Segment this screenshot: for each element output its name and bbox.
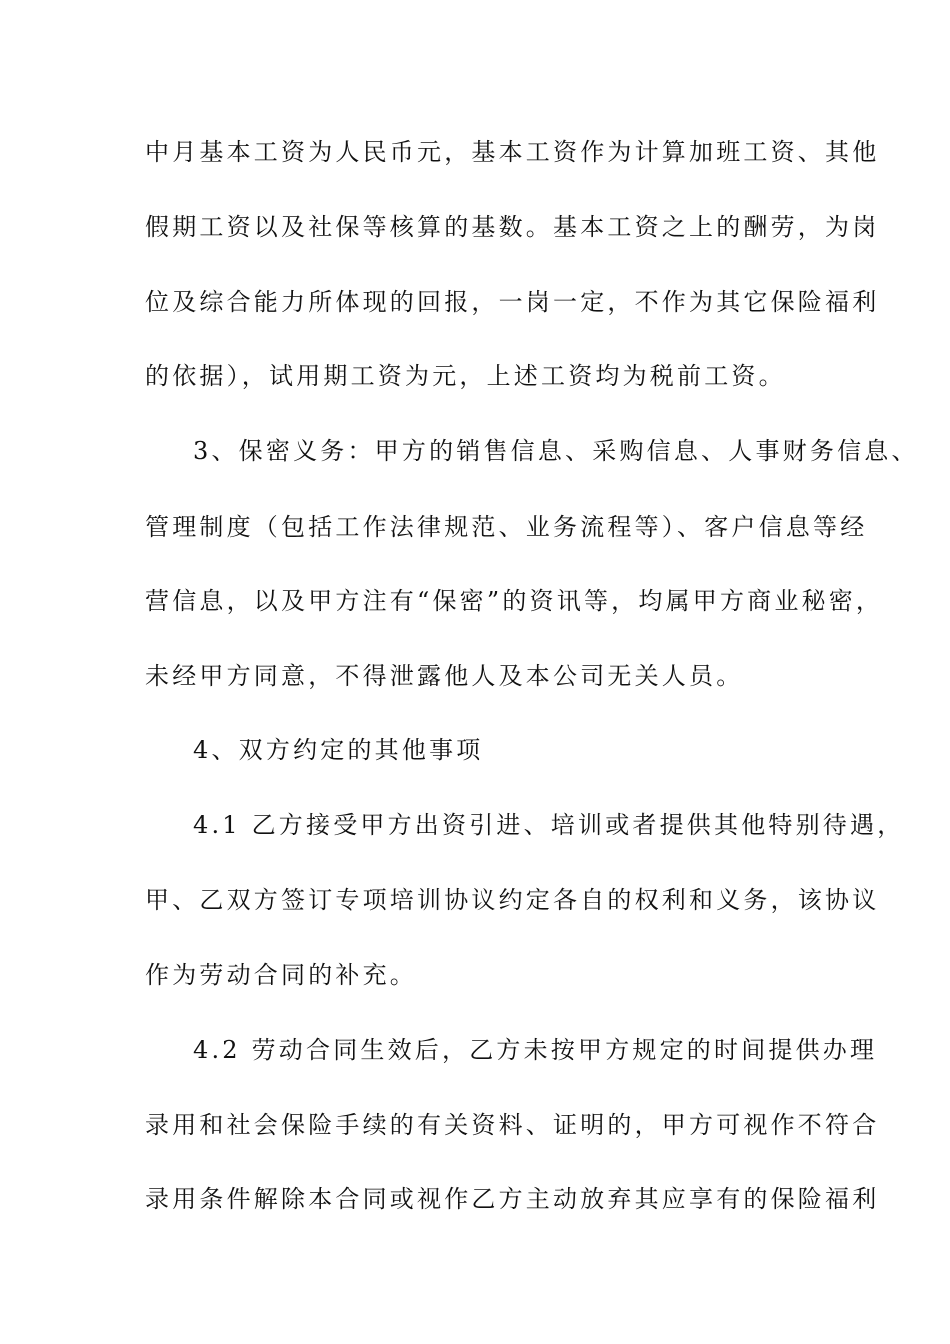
clause-4-1-line: 4.1 乙方接受甲方出资引进、培训或者提供其他特别待遇， [193, 811, 905, 839]
section-3-heading-line: 3、保密义务：甲方的销售信息、采购信息、人事财务信息、 [193, 437, 919, 465]
paragraph-line: 中月基本工资为人民币元，基本工资作为计算加班工资、其他 [145, 138, 880, 166]
section-4-heading: 4、双方约定的其他事项 [193, 736, 484, 764]
paragraph-line: 录用和社会保险手续的有关资料、证明的，甲方可视作不符合 [145, 1111, 880, 1139]
paragraph-line: 管理制度（包括工作法律规范、业务流程等）、客户信息等经 [145, 513, 868, 541]
paragraph-line: 的依据），试用期工资为元，上述工资均为税前工资。 [145, 362, 786, 390]
paragraph-line: 甲、乙双方签订专项培训协议约定各自的权利和义务，该协议 [145, 886, 880, 914]
clause-4-2-line: 4.2 劳动合同生效后，乙方未按甲方规定的时间提供办理 [193, 1036, 878, 1064]
paragraph-line: 营信息，以及甲方注有“保密”的资讯等，均属甲方商业秘密， [145, 587, 884, 615]
paragraph-line: 作为劳动合同的补充。 [145, 961, 417, 989]
paragraph-line: 录用条件解除本合同或视作乙方主动放弃其应享有的保险福利 [145, 1185, 880, 1213]
paragraph-line: 假期工资以及社保等核算的基数。基本工资之上的酬劳，为岗 [145, 213, 880, 241]
paragraph-line: 未经甲方同意，不得泄露他人及本公司无关人员。 [145, 662, 744, 690]
paragraph-line: 位及综合能力所体现的回报，一岗一定，不作为其它保险福利 [145, 288, 880, 316]
